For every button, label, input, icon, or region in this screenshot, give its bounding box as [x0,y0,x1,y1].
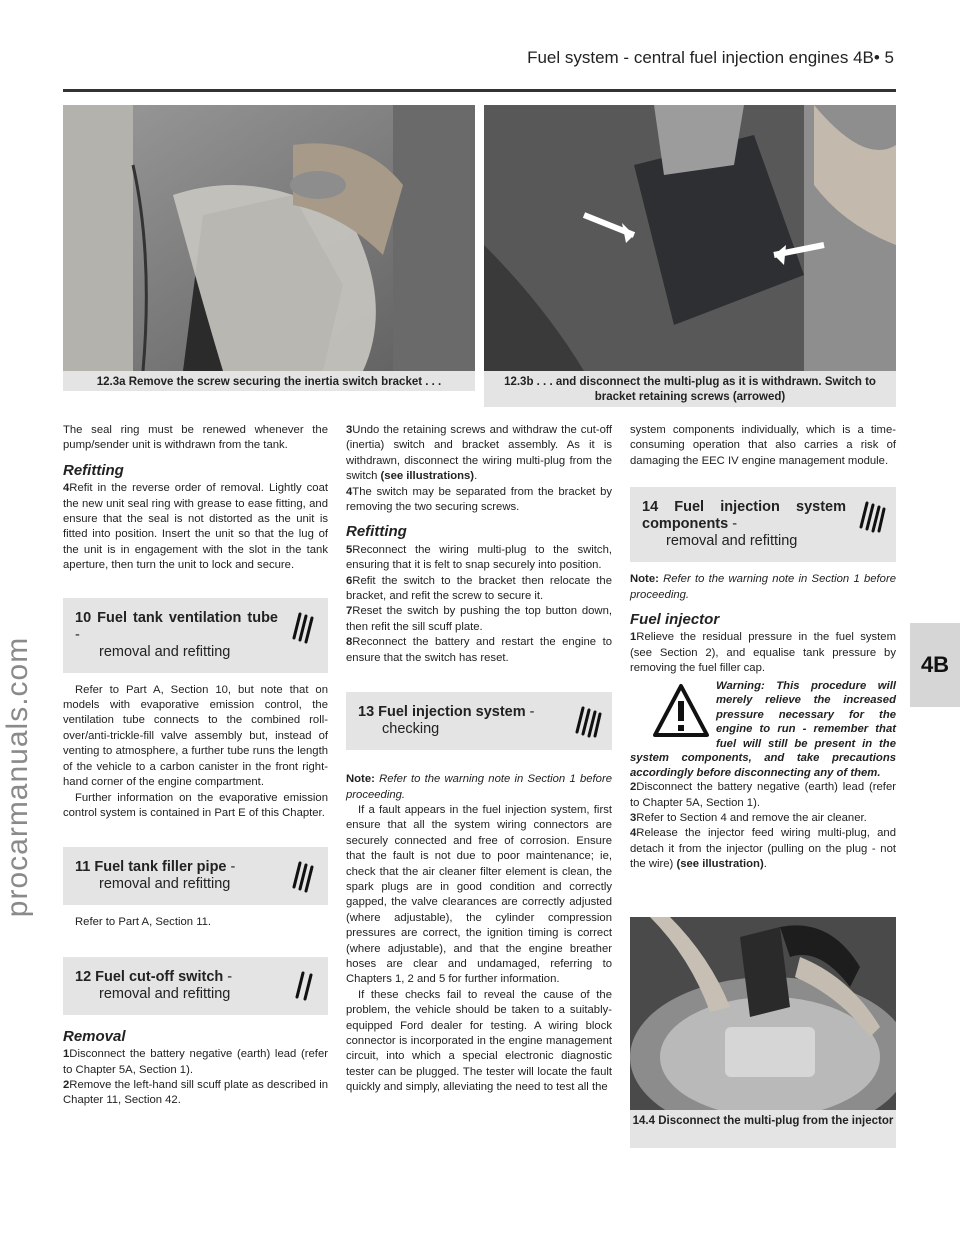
step-text: Refit in the reverse order of removal. Lightly coat the new unit seal ring with grease to ease fitting, and ensure that the seal is not distorted as the unit is fitted into position. Insert the unit so that the lug of the unit is in engagement with the slot in the tank aperture, then turn the unit to lock and secure. [63,482,328,572]
step-4 [63,481,328,573]
warning-triangle-icon [652,683,710,739]
column-2 [346,423,612,1096]
photo-14-4-caption: 14.4 Disconnect the multi-plug from the injector [630,1110,896,1148]
step-8 [346,635,612,666]
photo-12-3a [63,105,475,371]
step-number: 3 [630,811,637,824]
section-14-heading: 14 Fuel injection system components - removal and refitting [630,487,896,562]
step-text: Refer to Section 4 and remove the air cleaner. [636,811,867,824]
note [346,772,612,803]
step-text: Refit the switch to the bracket then relocate the bracket, and refit the screw to secure it. [346,574,612,603]
step-7 [346,604,612,635]
difficulty-spanner-icon [574,702,602,738]
step-text: Release the injector feed wiring multi-plug, and detach it from the injector (pulling on the plug - not the wire) [630,827,896,871]
section-subtitle: checking [382,721,440,738]
difficulty-spanner-icon [290,857,318,893]
photo-multiplug-image [484,105,896,371]
step-text: Undo the retaining screws and withdraw the cut-off (inertia) switch and bracket assembly. As it is withdrawn, disconnect the wiring multi-plug from the switch [346,424,612,483]
section-11-paragraph: Refer to Part A, Section 11. [75,916,212,929]
step-1 [63,1047,328,1078]
step-number: 7 [346,605,353,618]
note-text: Refer to the warning note in Section 1 before proceeding. [346,773,612,801]
section-subtitle: removal and refitting [666,533,798,550]
step-number: 8 [346,636,353,649]
subheading-refitting: Refitting [63,461,124,479]
section-10-paragraph-2: Further information on the evaporative emission control system is contained in Part E of this Chapter. [63,791,328,819]
chapter-tab: 4B [910,623,960,707]
step-text: Disconnect the battery negative (earth) lead (refer to Chapter 5A, Section 1). [630,781,896,809]
warning-text: Warning: This procedure will merely relieve the increased pressure necessary for the engine to run - remember that fuel will still be present in the system components, and take precautions accordingly before disconnecting any of them. [630,679,896,779]
step-2 [630,780,896,811]
note-label: Note: [346,773,380,786]
step-number: 4 [63,482,70,495]
illustration-reference: (see illustrations) [380,470,475,483]
step-4 [346,485,612,516]
note-text: Refer to the warning note in Section 1 before proceeding. [630,573,896,601]
photo-inertia-switch-image [63,105,475,371]
section-title: 10 Fuel tank ventilation tube [75,609,278,626]
note-label: Note: [630,573,664,586]
illustration-reference: (see illustration) [676,858,764,871]
step-number: 3 [346,424,353,436]
step-text: Relieve the residual pressure in the fuel system (see Section 2), and equalise tank pressure by removing the fuel filler cap. [630,631,896,675]
header-rule [63,89,896,92]
step-3 [630,811,896,826]
step-1 [630,630,896,676]
difficulty-spanner-icon [858,497,886,533]
step-6 [346,574,612,605]
step-text: Reconnect the wiring multi-plug to the switch, ensuring that it is felt to snap securely into position. [346,543,612,572]
photo-12-3b-caption: 12.3b . . . and disconnect the multi-plug as it is withdrawn. Switch to bracket retaining screws (arrowed) [484,371,896,407]
step-2 [63,1078,328,1109]
section-title: 11 Fuel tank filler pipe [75,859,227,876]
section-subtitle: removal and refitting [99,876,231,893]
step-number: 2 [630,781,637,794]
warning-block [630,679,896,781]
note [630,572,896,603]
step-number: 4 [346,485,353,498]
photo-injector-image [630,917,896,1110]
step-text: Remove the left-hand sill scuff plate as described in Chapter 11, Section 42. [63,1078,328,1107]
paragraph-continued: system components individually, which is a time-consuming operation that also carries a risk of damaging the EEC IV engine management module. [630,424,896,467]
step-text: Reconnect the battery and restart the engine to ensure that the switch has reset. [346,636,612,664]
section-subtitle: removal and refitting [99,985,231,1002]
difficulty-spanner-icon [290,967,318,1003]
section-subtitle: removal and refitting [99,643,231,660]
section-title: 12 Fuel cut-off switch [75,968,224,985]
side-watermark: procarmanuals.com [1,636,34,918]
step-number: 2 [63,1078,70,1091]
step-number: 1 [630,631,637,644]
difficulty-spanner-icon [290,608,318,644]
section-13-heading: 13 Fuel injection system - checking [346,692,612,750]
step-text: The switch may be separated from the bracket by removing the two securing screws. [346,485,612,514]
subheading-removal: Removal [63,1027,126,1045]
section-title: 13 Fuel injection system [358,704,526,721]
paragraph-fault: If a fault appears in the fuel injection system, first ensure that all the system wiring connectors are securely connected and free of corrosion. Ensure that the fault is not due to poor maintenance; ie, check that the air cleaner filter element is clean, the spark plugs are in good condition and correctly gapped, the valve clearances are correctly adjusted (where adjustable), the cylinder compression pressures are correct, the ignition timing is correct (where adjustable), and that the engine breather hoses are clear and undamaged, referring to Chapters 1, 2 and 5 for further information. [346,803,612,986]
step-number: 6 [346,574,353,587]
photo-12-3b [484,105,896,371]
step-number: 5 [346,543,353,556]
column-3 [630,423,896,873]
section-title: 14 Fuel injection system components [642,499,846,533]
section-10-paragraph-1: Refer to Part A, Section 10, but note that on models with evaporative emission control, the ventilation tube connects to the combined roll-over/anti-trickle-fill valve assembly but, instead of venting to atmosphere, a further tube runs the length of the vehicle to a carbon canister in the front right-hand corner of the engine compartment. [63,683,328,789]
photo-12-3a-caption: 12.3a Remove the screw securing the inertia switch bracket . . . [63,371,475,391]
step-number: 1 [63,1048,70,1061]
step-3: 3Undo the retaining screws and withdraw the cut-off (inertia) switch and bracket assembly. As it is withdrawn, disconnect the wiring multi-plug from the switch (see illustrations). [346,424,612,483]
step-4: 4Release the injector feed wiring multi-plug, and detach it from the injector (pulling on the plug - not the wire) (see illustration). [630,827,896,871]
paragraph-checks: If these checks fail to reveal the cause of the problem, the vehicle should be taken to a suitably-equipped Ford dealer for testing. A wiring block connector is incorporated in the engine management circuit, into which a special electronic diagnostic tester can be plugged. The tester will locate the fault quickly and simply, alleviating the need to test all the [346,988,612,1094]
step-5 [346,543,612,574]
step-text: Reset the switch by pushing the top button down, then refit the sill scuff plate. [346,605,612,633]
step-number: 4 [630,827,637,840]
column-1 [63,423,328,1109]
section-12-heading: 12 Fuel cut-off switch - removal and refitting [63,957,328,1015]
photo-14-4 [630,917,896,1110]
paragraph-seal-ring: The seal ring must be renewed whenever the pump/sender unit is withdrawn from the tank. [63,424,328,452]
section-11-heading: 11 Fuel tank filler pipe - removal and refitting [63,847,328,905]
subheading-refitting: Refitting [346,523,407,541]
page-header-title: Fuel system - central fuel injection engines 4B• 5 [527,48,894,67]
subheading-fuel-injector: Fuel injector [630,611,720,629]
step-text: Disconnect the battery negative (earth) lead (refer to Chapter 5A, Section 1). [63,1048,328,1076]
section-10-heading: 10 Fuel tank ventilation tube - removal and refitting [63,598,328,673]
